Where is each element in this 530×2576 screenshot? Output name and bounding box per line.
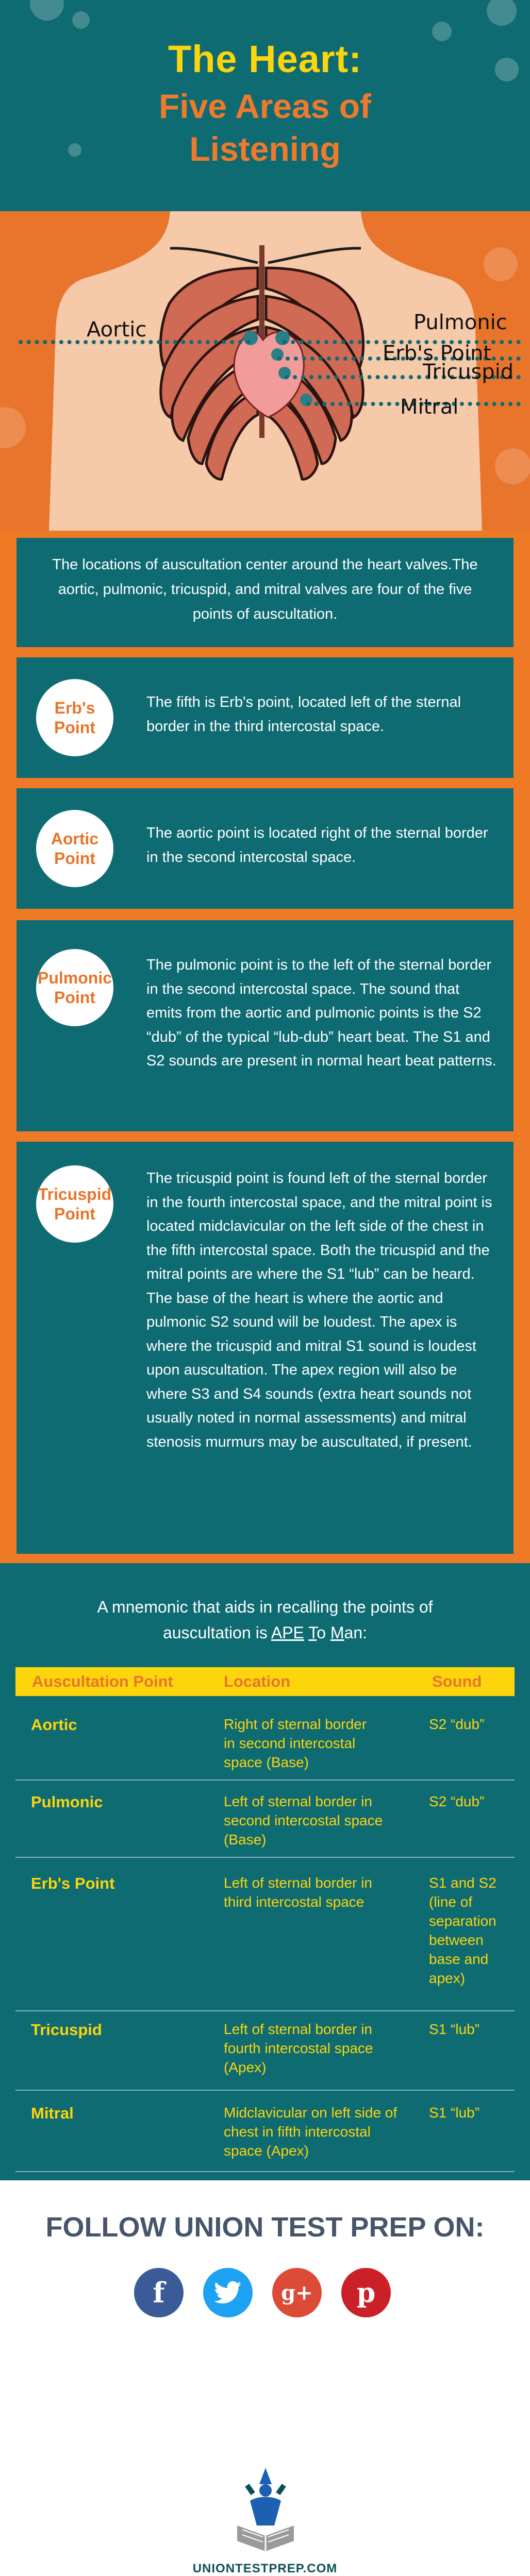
table-row-divider xyxy=(15,2090,515,2091)
row-tricuspid-sound: S1 “lub” xyxy=(429,2021,480,2037)
mnemonic-t: T xyxy=(308,1623,317,1642)
mnemonic-prefix: auscultation is xyxy=(162,1623,271,1642)
intro-card xyxy=(16,538,514,647)
chest-illustration-section xyxy=(0,211,530,531)
mnemonic-section xyxy=(0,1563,530,2180)
mnemonic-line2 xyxy=(31,1620,499,1646)
tricuspid-point-circle: Tricuspid Point xyxy=(36,1165,113,1243)
row-erbs-point: Erb's Point xyxy=(31,1874,115,1892)
decor-bubble xyxy=(30,0,64,21)
page-title: The Heart: xyxy=(168,38,362,80)
row-tricuspid-point: Tricuspid xyxy=(31,2021,102,2039)
decor-bubble xyxy=(487,0,517,26)
tricuspid-label: Tricuspid xyxy=(423,360,514,384)
pinterest-icon[interactable] xyxy=(341,2268,391,2317)
table-row-divider xyxy=(15,2010,515,2011)
pulmonic-label: Pulmonic xyxy=(413,311,507,334)
mitral-label: Mitral xyxy=(400,395,459,419)
aortic-point-card xyxy=(16,788,514,909)
union-test-prep-logo xyxy=(227,2464,304,2556)
table-row-divider xyxy=(15,1857,515,1858)
row-aortic-point: Aortic xyxy=(31,1716,77,1734)
mnemonic-an: an: xyxy=(344,1623,368,1642)
twitter-bird-glyph xyxy=(214,2281,242,2304)
mnemonic-line1: A mnemonic that aids in recalling the points of xyxy=(97,1598,433,1616)
header-auscultation-point: Auscultation Point xyxy=(32,1672,173,1690)
mnemonic-o: o xyxy=(317,1623,330,1642)
table-row-divider xyxy=(15,1780,515,1781)
info-cards-section xyxy=(0,531,530,1563)
row-pulmonic-location: Left of sternal border in second intercostal space (Base) xyxy=(224,1793,383,1848)
erbs-point-text: The fifth is Erb's point, located left of the sternal border in the third intercostal space. xyxy=(146,694,461,735)
row-mitral-location: Midclavicular on left side of chest in fifth intercostal space (Apex) xyxy=(224,2105,397,2159)
pulmonic-point-card xyxy=(16,920,514,1131)
facebook-icon[interactable] xyxy=(134,2268,184,2317)
aortic-point-circle: Aortic Point xyxy=(36,810,113,887)
header-banner xyxy=(0,0,530,211)
pulmonic-point-text: The pulmonic point is to the left of the sternal border in the second intercostal space. The sound that emits from the aortic and pulmonic points is the S2 “dub” of the typical “lub-dub” heart beat. The S1 and S2 sounds are present in normal heart beat patterns. xyxy=(146,957,496,1069)
row-mitral-sound: S1 “lub” xyxy=(429,2105,480,2121)
follow-heading: FOLLOW UNION TEST PREP ON: xyxy=(45,2212,485,2243)
pinterest-glyph: p xyxy=(356,2277,376,2309)
mnemonic-text xyxy=(31,1594,499,1646)
site-url: UNIONTESTPREP.COM xyxy=(192,2562,338,2575)
header-sound: Sound xyxy=(432,1672,482,1690)
erbs-point-label: Erb's Point xyxy=(383,342,491,365)
erbs-point-circle: Erb's Point xyxy=(36,679,113,756)
row-aortic-location: Right of sternal border in second intercostal space (Base) xyxy=(224,1716,367,1770)
table-row-divider xyxy=(15,2171,515,2172)
aortic-point-text: The aortic point is located right of the sternal border in the second intercostal space. xyxy=(146,825,488,866)
mnemonic-ape: APE xyxy=(271,1623,304,1642)
mnemonic-m: M xyxy=(330,1623,344,1642)
aortic-label: Aortic xyxy=(87,318,147,342)
page-subtitle-line1: Five Areas of xyxy=(158,87,372,125)
tricuspid-point-text: The tricuspid point is found left of the sternal border in the fourth intercostal space, and the mitral point is located midclavicular on the left side of the chest in the fifth intercostal space. Both the tricuspid and the mitral points are where the S1 “lub” can be heard. The base of the heart is where the aortic and pulmonic S2 sound will be loudest. The apex is where the tricuspid and mitral S1 sound is loudest upon auscultation. The apex region will also be where S3 and S4 sounds (extra heart sounds not usually noted in normal assessments) and mitral stenosis murmurs may be auscultated, if present. xyxy=(146,1170,492,1450)
row-aortic-sound: S2 “dub” xyxy=(429,1716,485,1732)
row-mitral-point: Mitral xyxy=(31,2104,74,2122)
table-header xyxy=(15,1667,515,1696)
google-plus-icon[interactable] xyxy=(272,2268,322,2317)
row-tricuspid-location: Left of sternal border in fourth intercostal space (Apex) xyxy=(224,2021,373,2075)
row-erbs-sound: S1 and S2 (line of separation between base and apex) xyxy=(429,1875,496,1986)
decor-bubble xyxy=(72,11,90,29)
intro-text: The locations of auscultation center around the heart valves.The aortic, pulmonic, tricuspid, and mitral valves are four of the five points of auscultation. xyxy=(52,556,478,622)
google-plus-glyph: g+ xyxy=(281,2280,313,2305)
header-location: Location xyxy=(224,1672,291,1690)
footer xyxy=(0,2180,530,2576)
row-pulmonic-point: Pulmonic xyxy=(31,1793,103,1811)
tricuspid-point-card xyxy=(16,1142,514,1554)
pulmonic-point-circle: Pulmonic Point xyxy=(36,949,113,1026)
page-subtitle-line2: Listening xyxy=(189,130,341,168)
twitter-icon[interactable] xyxy=(203,2268,253,2317)
erbs-point-card xyxy=(16,657,514,778)
facebook-glyph: f xyxy=(153,2276,165,2309)
row-pulmonic-sound: S2 “dub” xyxy=(429,1793,485,1809)
row-erbs-location: Left of sternal border in third intercostal space xyxy=(224,1875,372,1910)
